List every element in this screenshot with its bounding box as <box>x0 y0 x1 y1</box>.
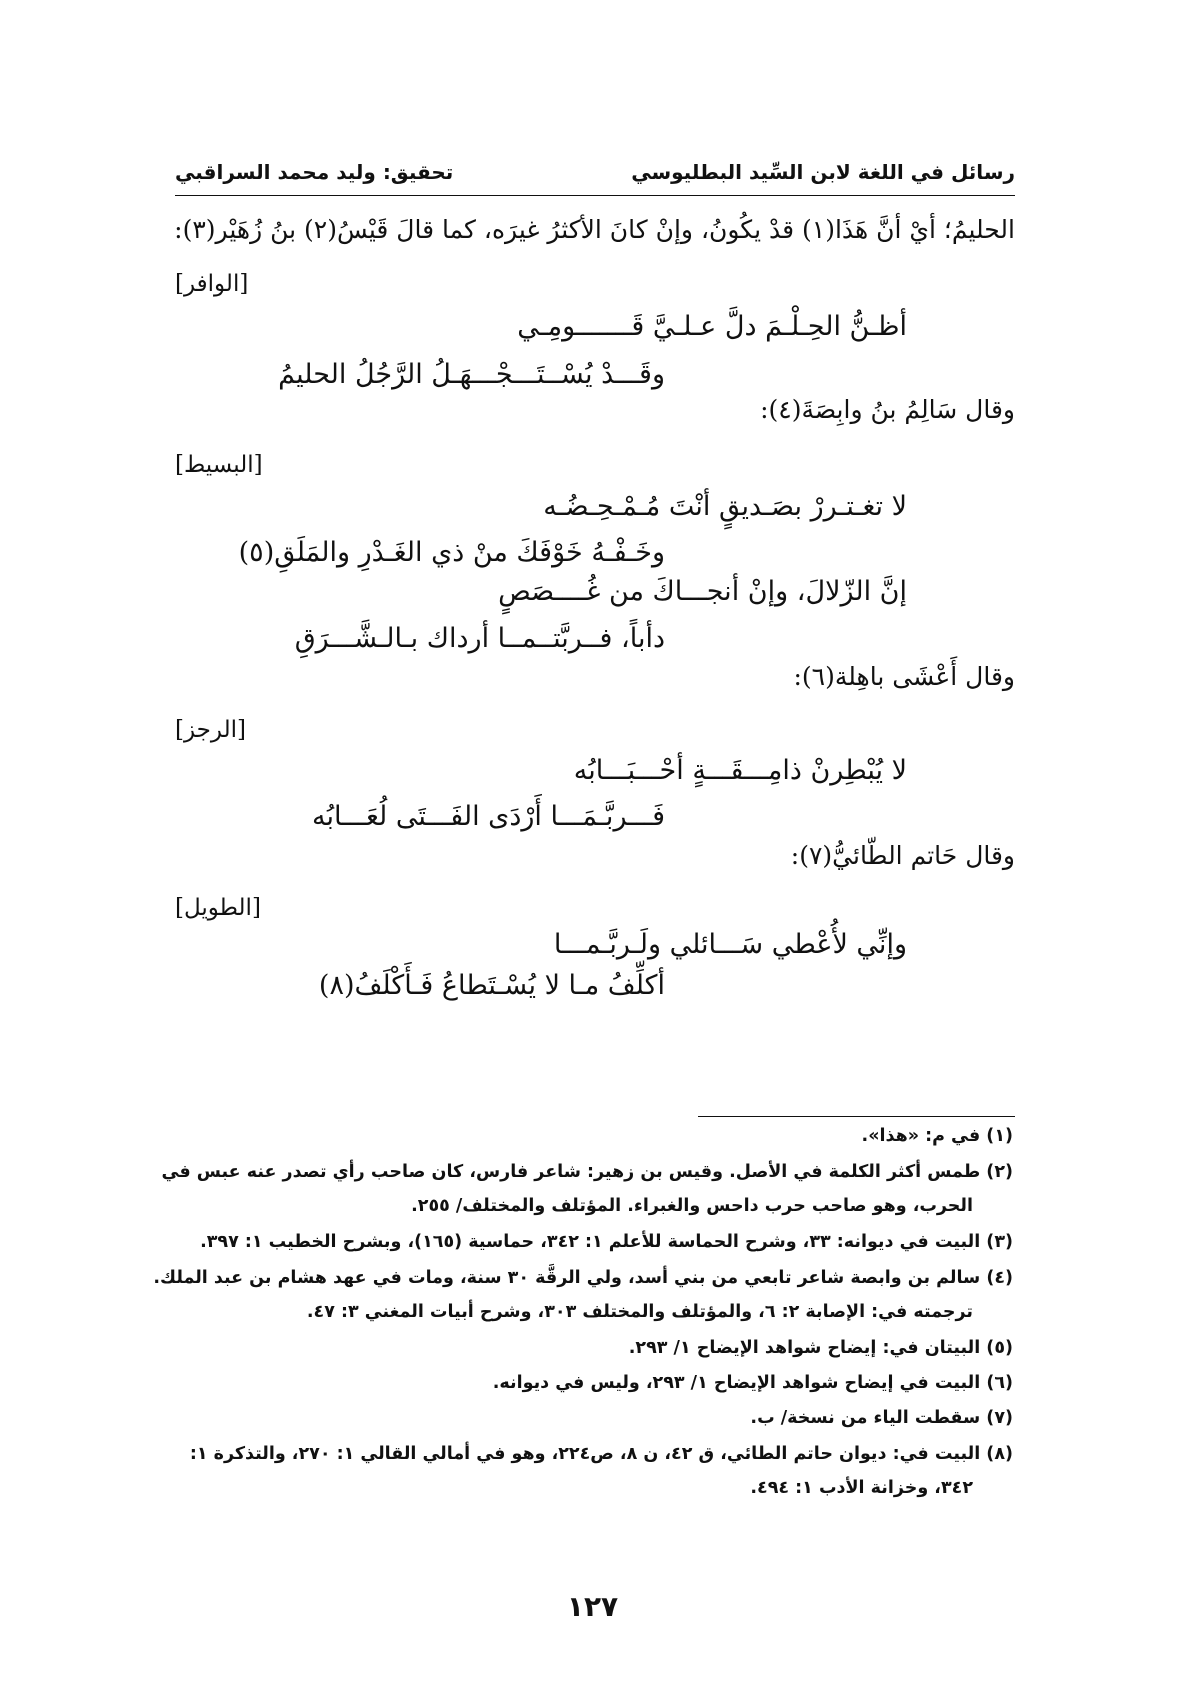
footnote-8-continued: ٣٤٢، وخزانة الأدب ١: ٤٩٤. <box>750 1478 973 1498</box>
running-header <box>175 148 1015 188</box>
footnote-8: (٨) البيت في: ديوان حاتم الطائي، ق ٤٢، ن ٨، ص٢٢٤، وهو في أمالي القالي ١: ٢٧٠، والتذكرة ١: <box>189 1444 1013 1464</box>
footnote-rule <box>698 1116 1015 1117</box>
footnote-2-continued: الحرب، وهو صاحب حرب داحس والغبراء. المؤتلف والمختلف/ ٢٥٥. <box>411 1196 973 1216</box>
meter-label-tawil: [الطويل] <box>175 895 261 921</box>
poem4-hemistich-2: أكلِّفُ مـا لا يُسْـتَطاعُ فَـأَكْلَفُ(٨) <box>318 970 665 1001</box>
poem1-hemistich-1: أظـنُّ الحِـلْـمَ دلَّ عـلـيَّ قَـــــــومِـي <box>517 311 907 342</box>
intro-hatim: وقال حَاتم الطّائيُّ(٧): <box>790 841 1015 870</box>
meter-label-basit: [البسيط] <box>175 452 263 478</box>
footnote-4-continued: ترجمته في: الإصابة ٢: ٦، والمؤتلف والمختلف ٣٠٣، وشرح أبيات المغني ٣: ٤٧. <box>306 1302 973 1322</box>
editor-credit: تحقيق: وليد محمد السراقبي <box>175 160 454 184</box>
footnote-1: (١) في م: «هذا». <box>861 1126 1013 1146</box>
poem4-hemistich-1: وإنِّي لأُعْطي سَـــائلي ولَـربَّـمـــا <box>553 929 907 960</box>
poem2-hemistich-3: إنَّ الزّلالَ، وإنْ أنجـــاكَ من غُــــصَصٍ <box>498 576 907 607</box>
intro-asha: وقال أَعْشَى باهِلة(٦): <box>793 662 1015 691</box>
footnote-6: (٦) البيت في إيضاح شواهد الإيضاح ١/ ٢٩٣، وليس في ديوانه. <box>492 1373 1013 1393</box>
poem2-hemistich-2: وخَـفْـهُ خَوْفَكَ منْ ذي الغَـدْرِ والمَلَقِ(٥) <box>238 537 665 568</box>
footnote-4: (٤) سالم بن وابصة شاعر تابعي من بني أسد، ولي الرقَّة ٣٠ سنة، ومات في عهد هشام بن عبد الملك. <box>153 1268 1013 1288</box>
poem2-hemistich-1: لا تغـتـررْ بصَـديقٍ أنْتَ مُـمْـحِـضُـه <box>543 491 907 522</box>
footnote-3: (٣) البيت في ديوانه: ٣٣، وشرح الحماسة للأعلم ١: ٣٤٢، حماسية (١٦٥)، وبشرح الخطيب ١: ٣٩٧. <box>200 1232 1013 1252</box>
meter-label-rajaz: [الرجز] <box>175 717 246 743</box>
poem3-hemistich-2: فَـــربَّـمَـــا أَرْدَى الفَـــتَى لُعَـــابُه <box>312 801 665 832</box>
footnote-2: (٢) طمس أكثر الكلمة في الأصل. وقيس بن زهير: شاعر فارس، كان صاحب رأي تصدر عنه عبس في <box>161 1162 1013 1182</box>
poem1-hemistich-2: وقَـــدْ يُسْــتَـــجْـــهَـلُ الرَّجُلُ الحليمُ <box>278 359 665 390</box>
page-number: ١٢٧ <box>566 1590 619 1623</box>
footnote-5: (٥) البيتان في: إيضاح شواهد الإيضاح ١/ ٢٩٣. <box>628 1338 1013 1358</box>
intro-salim: وقال سَالِمُ بنُ وابِصَةَ(٤): <box>760 395 1015 424</box>
header-rule <box>175 195 1015 196</box>
poem2-hemistich-4: دأباً، فــربَّتــمــا أرداك بـالـشَّـــرَقِ <box>294 623 665 654</box>
poem3-hemistich-1: لا يُبْطِرنْ ذامِـــقَـــةٍ أحْـــبَـــابُه <box>573 755 907 786</box>
footnote-7: (٧) سقطت الياء من نسخة/ ب. <box>750 1408 1013 1428</box>
intro-paragraph: الحليمُ؛ أيْ أنَّ هَذَا(١) قدْ يكُونُ، وإنْ كانَ الأكثرُ غيرَه، كما قالَ قَيْسُ(٢) بنُ زُهَيْر(٣): <box>174 215 1015 244</box>
meter-label-wafir: [الوافر] <box>175 271 249 297</box>
book-title: رسائل في اللغة لابن السِّيد البطليوسي <box>631 160 1015 184</box>
